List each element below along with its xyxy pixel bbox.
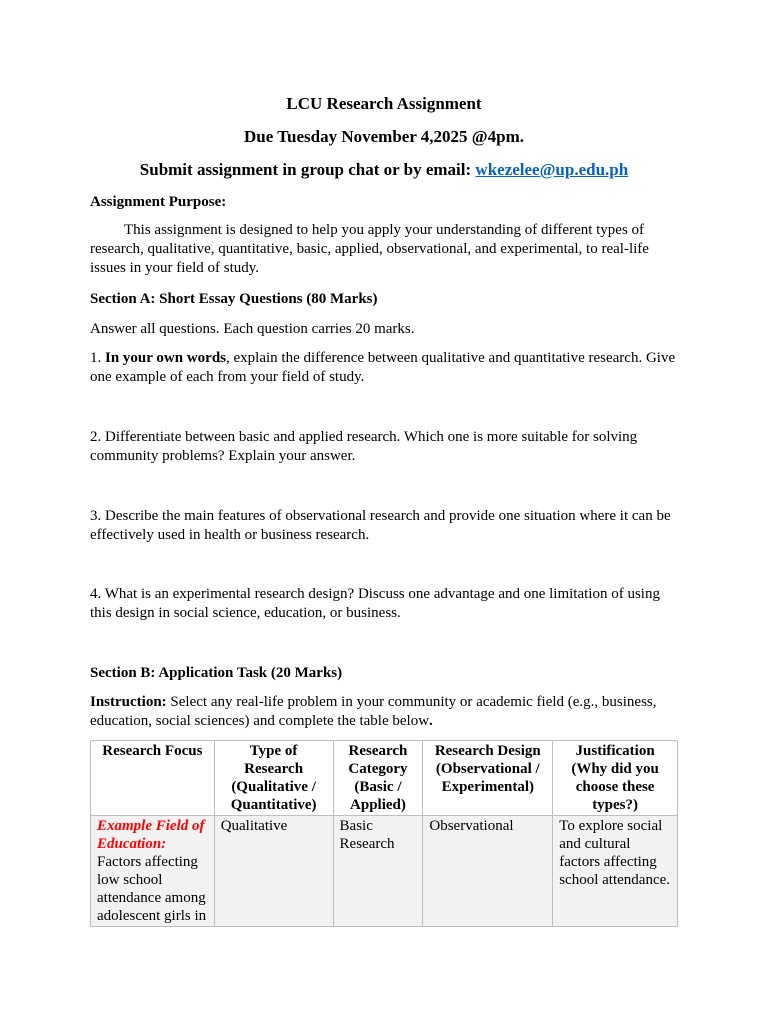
- section-b-heading: Section B: Application Task (20 Marks): [90, 665, 343, 681]
- cell-category[interactable]: Basic Research: [333, 816, 423, 927]
- table-header-row: [91, 741, 678, 816]
- question-3: 3. Describe the main features of observational research and provide one situation where it can be effectively used in health or business research.: [90, 508, 671, 543]
- instruction-text: Select any real-life problem in your community or academic field (e.g., business, education, social sciences) and complete the table below: [90, 694, 657, 729]
- section-a-instruction: Answer all questions. Each question carries 20 marks.: [90, 321, 415, 337]
- question-1-text: , explain the difference between qualitative and quantitative research. Give one example of each from your field of study.: [90, 350, 676, 385]
- header-type-of-research: Type of Research (Qualitative / Quantitative): [214, 741, 333, 816]
- question-4: 4. What is an experimental research design? Discuss one advantage and one limitation of using this design in social science, education, or business.: [90, 586, 660, 621]
- section-a-heading: [90, 290, 685, 309]
- header-justification: Justification (Why did you choose these types?): [553, 741, 678, 816]
- section-a-label: Section A: [90, 291, 151, 307]
- cell-design[interactable]: Observational: [423, 816, 553, 927]
- header-research-focus: Research Focus: [91, 741, 215, 816]
- cell-research-focus[interactable]: [91, 816, 215, 927]
- doc-title: LCU Research Assignment: [286, 94, 482, 113]
- example-focus: Factors affecting low school attendance among adolescent girls in: [97, 854, 207, 924]
- purpose-body: This assignment is designed to help you apply your understanding of different types of research, qualitative, quantitative, basic, applied, observational, and experimental, to real-life issues in your field of study.: [90, 222, 649, 276]
- application-table: [90, 740, 678, 927]
- section-a-title: : Short Essay Questions (80 Marks): [150, 291, 378, 307]
- example-label: Example Field of Education:: [97, 818, 205, 852]
- purpose-heading: Assignment Purpose:: [90, 194, 227, 210]
- table-row: [91, 816, 678, 927]
- header-research-category: Research Category (Basic / Applied): [333, 741, 423, 816]
- header-research-design: Research Design (Observational / Experimental): [423, 741, 553, 816]
- question-1: [90, 349, 685, 387]
- submit-prefix: Submit assignment in group chat or by email:: [139, 160, 476, 179]
- question-1-emphasis: In your own words: [105, 350, 227, 366]
- email-link[interactable]: wkezelee@up.edu.ph: [475, 160, 629, 179]
- question-2: 2. Differentiate between basic and applied research. Which one is more suitable for solving community problems? Explain your answer.: [90, 429, 638, 464]
- due-date: Due Tuesday November 4,2025 @4pm.: [244, 127, 524, 146]
- question-1-number: 1.: [90, 350, 105, 366]
- cell-type[interactable]: Qualitative: [214, 816, 333, 927]
- instruction-label: Instruction:: [90, 694, 167, 710]
- submit-line: [0, 160, 768, 179]
- section-b-instruction: [90, 693, 685, 731]
- instruction-period: .: [429, 713, 433, 729]
- cell-justification[interactable]: To explore social and cultural factors affecting school attendance.: [553, 816, 678, 927]
